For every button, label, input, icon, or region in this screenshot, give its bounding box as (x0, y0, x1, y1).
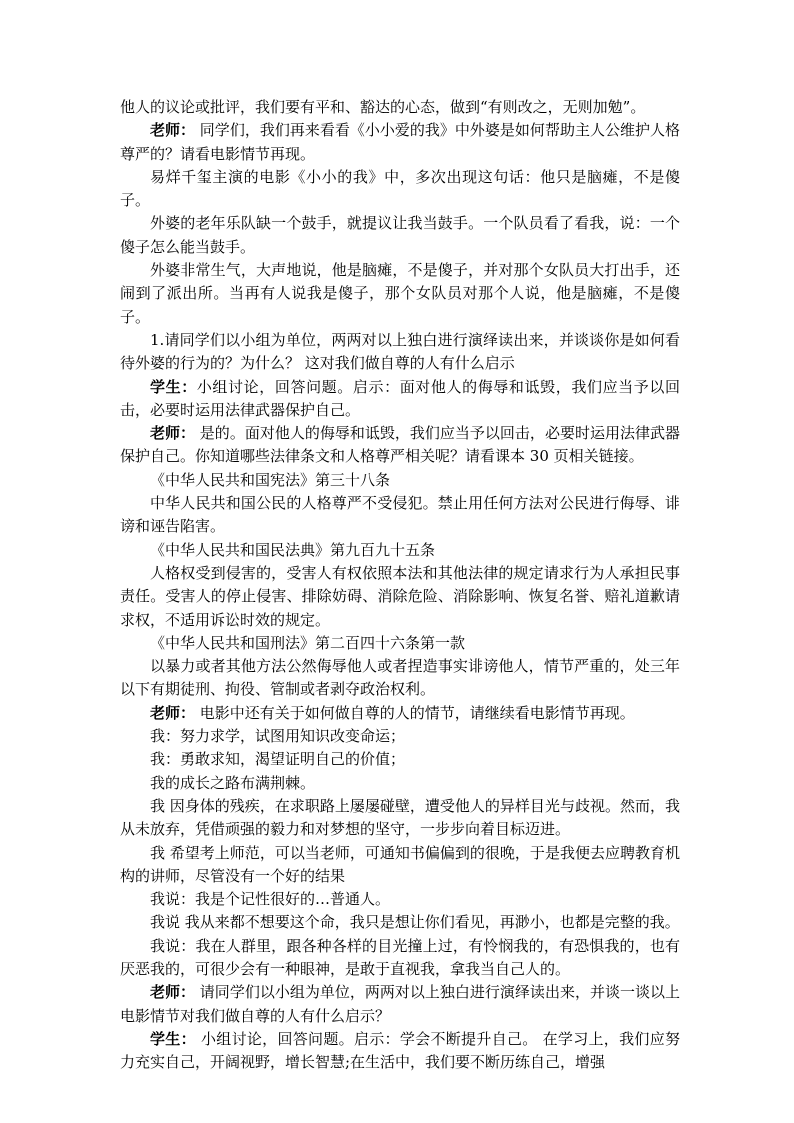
paragraph-text: 中华人民共和国公民的人格尊严不受侵犯。禁止用任何方法对公民进行侮辱、诽谤和诬告陷害。 (120, 494, 680, 536)
paragraph (120, 981, 680, 1028)
paragraph (120, 702, 680, 725)
paragraph-text: 以暴力或者其他方法公然侮辱他人或者捏造事实诽谤他人，情节严重的，处三年以下有期徒刑、拘役、管制或者剥夺政治权利。 (120, 657, 680, 699)
paragraph-text: 外婆非常生气，大声地说，他是脑瘫，不是傻子，并对那个女队员大打出手，还闹到了派出所。当再有人说我是傻子，那个女队员对那个人说，他是脑瘫，不是傻子。 (120, 261, 680, 326)
paragraph-text: 电影中还有关于如何做自尊的人的情节，请继续看电影情节再现。 (195, 703, 635, 722)
paragraph-text: 《中华人民共和国宪法》第三十八条 (150, 470, 391, 489)
paragraph (120, 772, 680, 795)
paragraph (120, 842, 680, 889)
paragraph-text: 易烊千玺主演的电影《小小的我》中，多次出现这句话：他只是脑瘫，不是傻子。 (120, 167, 680, 210)
paragraph (120, 562, 680, 632)
paragraph (120, 422, 680, 469)
speaker-label: 老师： (150, 121, 196, 140)
paragraph (120, 888, 680, 911)
paragraph (120, 166, 680, 213)
paragraph-text: 《中华人民共和国刑法》第二百四十六条第一款 (150, 633, 466, 652)
paragraph-text: 外婆的老年乐队缺一个鼓手，就提议让我当鼓手。一个队员看了看我，说：一个傻子怎么能当鼓手。 (120, 214, 680, 256)
paragraph-text: 《中华人民共和国民法典》第九百九十五条 (150, 540, 436, 559)
speaker-label: 老师： (150, 983, 196, 1002)
speaker-label: 学生： (150, 377, 197, 396)
paragraph (120, 655, 680, 702)
paragraph (120, 935, 680, 982)
paragraph-text: 他人的议论或批评，我们要有平和、豁达的心态，做到“有则改之，无则加勉”。 (120, 98, 646, 116)
paragraph-text: 我的成长之路布满荆棘。 (150, 773, 316, 792)
paragraph (120, 96, 680, 119)
paragraph-text: 同学们，我们再来看看《小小爱的我》中外婆是如何帮助主人公维护人格尊严的？请看电影情节再现。 (120, 121, 680, 163)
paragraph (120, 376, 680, 423)
paragraph-text: 人格权受到侵害的，受害人有权依照本法和其他法律的规定请求行为人承担民事责任。受害人的停止侵害、排除妨碍、消除危险、消除影响、恢复名誉、赔礼道歉请求权，不适用诉讼时效的规定。 (120, 563, 680, 629)
paragraph (120, 259, 680, 329)
speaker-label: 老师： (150, 424, 196, 443)
paragraph-text: 小组讨论，回答问题。启示：学会不断提升自己。 在学习上，我们应努力充实自己，开阔视野，增长智慧;在生活中，我们要不断历练自己，增强 (120, 1029, 680, 1072)
paragraph-text: 我说 我从来都不想要这个命，我只是想让你们看见，再渺小，也都是完整的我。 (150, 913, 680, 932)
paragraph-text: 我说：我是个记性很好的…普通人。 (150, 890, 391, 909)
paragraph-text: 我 希望考上师范，可以当老师，可通知书偏偏到的很晚，于是我便去应聘教育机构的讲师，尽管没有一个好的结果 (120, 843, 680, 885)
paragraph-text: 我：勇敢求知，渴望证明自己的价值； (150, 750, 406, 769)
paragraph (120, 795, 680, 842)
speaker-label: 老师： (150, 703, 196, 722)
paragraph-text: 是的。面对他人的侮辱和诋毁，我们应当予以回击，必要时运用法律武器保护自己。你知道哪些法律条文和人格尊严相关呢？请看课本 30 页相关链接。 (120, 424, 680, 466)
paragraph-text: 我 因身体的残疾，在求职路上屡屡碰壁，遭受他人的异样目光与歧视。然而，我从未放弃，凭借顽强的毅力和对梦想的坚守，一步步向着目标迈进。 (120, 796, 680, 839)
paragraph (120, 1028, 680, 1075)
paragraph-text: 请同学们以小组为单位，两两对以上独白进行演绎读出来，并谈一谈以上电影情节对我们做自尊的人有什么启示？ (120, 983, 680, 1025)
paragraph (120, 748, 680, 771)
paragraph (120, 632, 680, 655)
paragraph (120, 469, 680, 492)
paragraph-text: 1.请同学们以小组为单位，两两对以上独白进行演绎读出来，并谈谈你是如何看待外婆的行为的？为什么？ 这对我们做自尊的人有什么启示 (120, 330, 680, 373)
paragraph (120, 539, 680, 562)
paragraph (120, 212, 680, 259)
speaker-label: 学生： (150, 1029, 196, 1048)
paragraph-text: 我说：我在人群里，跟各种各样的目光撞上过，有怜悯我的，有恐惧我的，也有厌恶我的，可很少会有一种眼神，是敢于直视我，拿我当自己人的。 (120, 936, 680, 978)
paragraph (120, 119, 680, 166)
paragraph (120, 911, 680, 934)
paragraph (120, 492, 680, 539)
paragraph (120, 725, 680, 748)
paragraph (120, 329, 680, 376)
paragraph-text: 小组讨论，回答问题。启示：面对他人的侮辱和诋毁，我们应当予以回击，必要时运用法律武器保护自己。 (120, 377, 680, 419)
paragraph-text: 我：努力求学，试图用知识改变命运； (150, 727, 406, 746)
document-body (120, 96, 680, 1074)
